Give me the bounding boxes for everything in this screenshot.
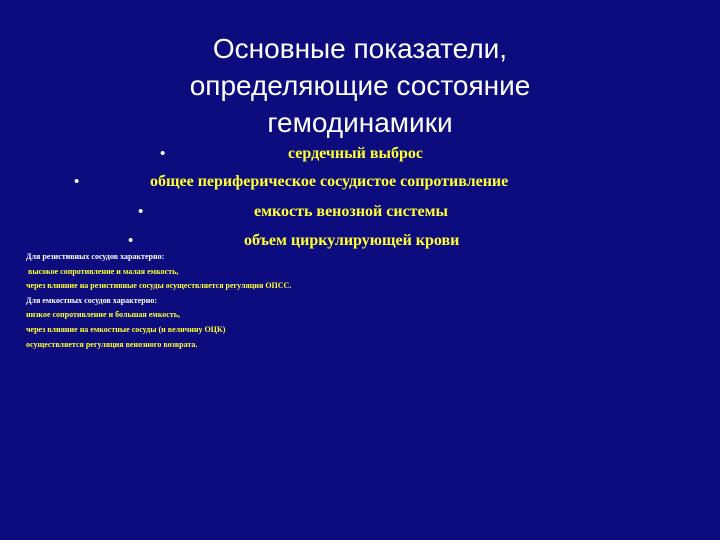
bullet-item-peripheral-resistance <box>0 170 720 194</box>
bullet-text: емкость венозной системы <box>254 203 449 220</box>
title-line-1: Основные показатели, <box>212 33 508 64</box>
note-line-capacitive-influence: через влияние на емкостные сосуды (и величину ОЦК) <box>26 324 226 334</box>
bullet-text: сердечный выброс <box>288 145 423 162</box>
bullet-text: объем циркулирующей крови <box>244 232 460 249</box>
bullet-icon: • <box>128 233 134 249</box>
notes-block <box>26 250 291 352</box>
note-line-capacitive-property: низкое сопротивление и большая емкость, <box>26 310 180 320</box>
bullet-item-cardiac-output <box>0 142 720 166</box>
note-line-resistive-header: Для резистивных сосудов характерно: <box>26 252 165 261</box>
bullet-icon: • <box>138 204 144 220</box>
note-line-capacitive-header: Для емкостных сосудов характерно: <box>26 295 157 305</box>
note-line-capacitive-regulation: осуществляется регуляция венозного возврата. <box>26 339 198 349</box>
slide-title <box>60 30 660 141</box>
note-line-resistive-regulation: через влияние на резистивные сосуды осуществляется регуляция ОПСС. <box>26 281 292 291</box>
bullet-icon: • <box>160 146 166 162</box>
bullet-text: общее периферическое сосудистое сопротивление <box>150 173 509 190</box>
bullet-icon: • <box>74 174 80 190</box>
bullet-item-venous-capacity <box>0 200 720 224</box>
note-line-resistive-property: высокое сопротивление и малая емкость, <box>26 266 179 276</box>
title-line-2: определяющие состояние <box>189 70 531 101</box>
title-line-3: гемодинамики <box>267 107 453 138</box>
